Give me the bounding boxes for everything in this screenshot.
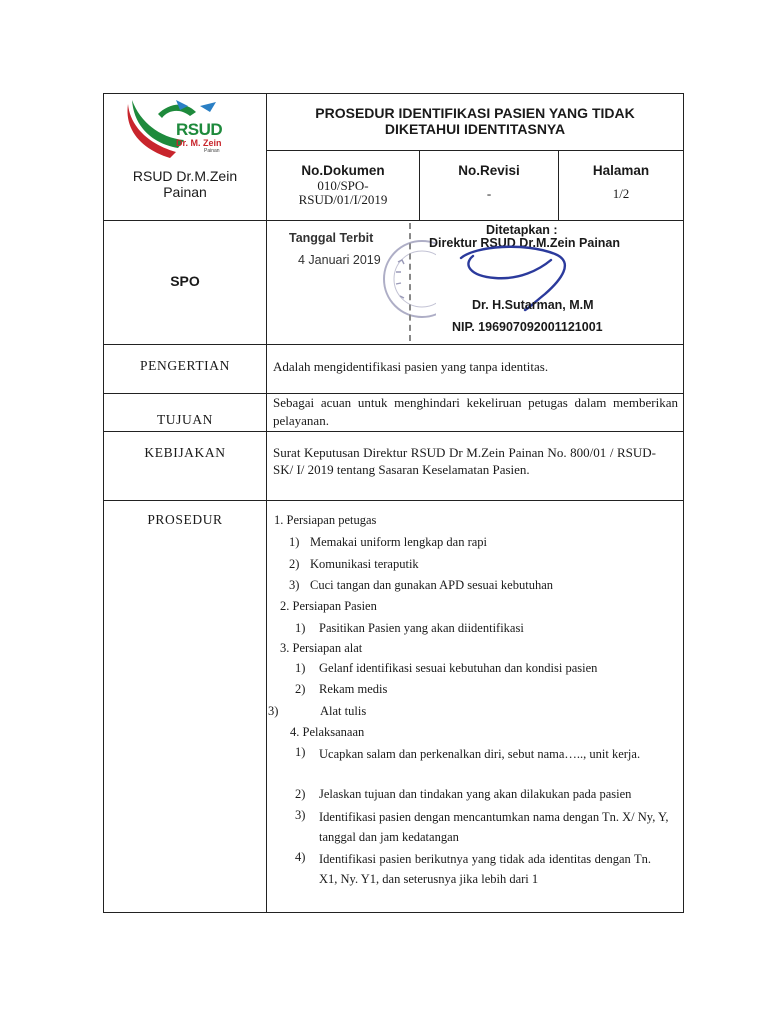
page-value: 1/2 <box>612 186 630 201</box>
page-label: Halaman <box>592 163 650 178</box>
issue-date-label: Tanggal Terbit <box>289 231 374 245</box>
spo-label: SPO <box>170 273 200 289</box>
hospital-name: RSUD Dr.M.Zein Painan <box>132 168 238 200</box>
procedure-item-number: 3) <box>289 578 300 592</box>
pengertian-label: PENGERTIAN <box>140 358 230 373</box>
procedure-step-title: 4. Pelaksanaan <box>290 725 365 739</box>
logo-tiny-text: Painan <box>204 148 220 154</box>
procedure-item-number: 1) <box>295 661 306 675</box>
procedure-item-text: Cuci tangan dan gunakan APD sesuai kebutuhan <box>310 578 554 592</box>
procedure-step-title: 1. Persiapan petugas <box>274 513 377 527</box>
revision-label: No.Revisi <box>458 163 520 178</box>
approval-name: Dr. H.Sutarman, M.M <box>472 298 594 312</box>
procedure-item-text: Alat tulis <box>320 704 367 718</box>
document-title: PROSEDUR IDENTIFIKASI PASIEN YANG TIDAK DIKETAHUI IDENTITASNYA <box>315 105 635 137</box>
procedure-item-number: 3) <box>295 808 306 822</box>
procedure-step-title: 2. Persiapan Pasien <box>280 599 377 613</box>
logo-brand-text: RSUD <box>176 120 223 139</box>
procedure-item-text: Identifikasi pasien dengan mencantumkan nama dengan Tn. X/ Ny, Y, tanggal dan jam kedatangan <box>319 810 669 844</box>
procedure-item-number: 2) <box>289 557 300 571</box>
prosedur-label: PROSEDUR <box>147 512 223 527</box>
logo-sub-text: Dr. M. Zein <box>176 138 222 148</box>
tujuan-text: Sebagai acuan untuk menghindari kekeliruan petugas dalam memberikan pelayanan. <box>273 395 678 428</box>
doc-number-label: No.Dokumen <box>301 163 385 178</box>
approval-set-by: Ditetapkan : <box>486 223 558 237</box>
procedure-item-number: 3) <box>268 704 279 718</box>
approval-role: Direktur RSUD Dr.M.Zein Painan <box>429 236 621 250</box>
tujuan-label: TUJUAN <box>156 412 214 427</box>
procedure-item-number: 4) <box>295 850 306 864</box>
procedure-item-text: Identifikasi pasien berikutnya yang tidak ada identitas dengan Tn. X1, Ny. Y1, dan seterusnya jika lebih dari 1 <box>319 852 651 886</box>
procedure-item-number: 1) <box>289 535 300 549</box>
procedure-item-number: 2) <box>295 787 306 801</box>
doc-number-value: 010/SPO-RSUD/01/I/2019 <box>298 178 388 207</box>
issue-date-value: 4 Januari 2019 <box>298 253 381 267</box>
procedure-item-number: 1) <box>295 621 306 635</box>
procedure-item-text: Jelaskan tujuan dan tindakan yang akan dilakukan pada pasien <box>319 787 632 801</box>
revision-value: - <box>486 186 492 201</box>
procedure-item-text: Rekam medis <box>319 682 388 696</box>
kebijakan-text: Surat Keputusan Direktur RSUD Dr M.Zein Painan No. 800/01 / RSUD-SK/ I/ 2019 tentang Sasaran Keselamatan Pasien. <box>273 445 656 477</box>
kebijakan-label: KEBIJAKAN <box>144 445 226 460</box>
procedure-item-text: Pasitikan Pasien yang akan diidentifikasi <box>319 621 524 635</box>
hospital-logo <box>118 96 230 162</box>
pengertian-text: Adalah mengidentifikasi pasien yang tanpa identitas. <box>273 359 549 374</box>
procedure-item-text: Ucapkan salam dan perkenalkan diri, sebut nama….., unit kerja. <box>319 747 641 761</box>
procedure-item-text: Gelanf identifikasi sesuai kebutuhan dan kondisi pasien <box>319 661 598 675</box>
approval-nip: NIP. 196907092001121001 <box>452 320 603 334</box>
procedure-item-text: Memakai uniform lengkap dan rapi <box>310 535 488 549</box>
procedure-item-number: 2) <box>295 682 306 696</box>
procedure-item-text: Komunikasi teraputik <box>310 557 419 571</box>
procedure-step-title: 3. Persiapan alat <box>280 641 363 655</box>
procedure-item-number: 1) <box>295 745 306 759</box>
